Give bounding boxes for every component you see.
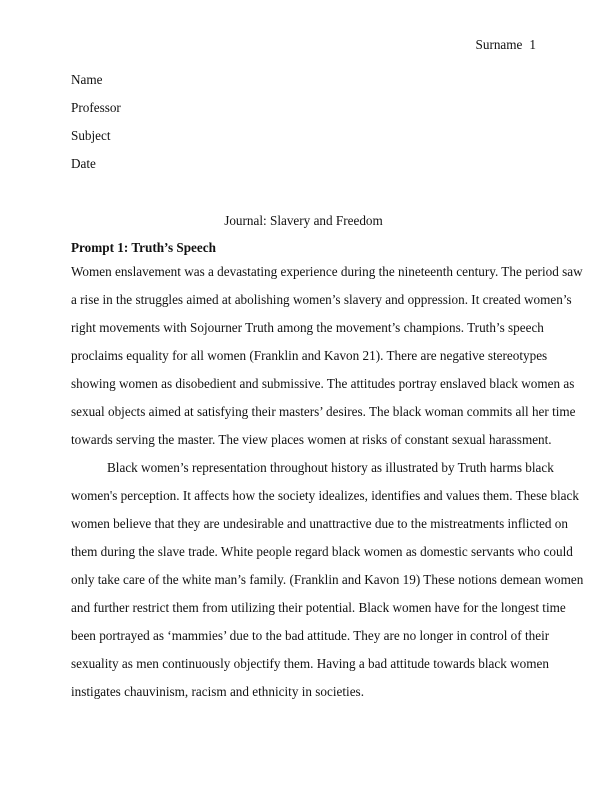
text-line: Black women’s representation throughout history as illustrated by Truth harms black (107, 460, 554, 475)
body-text (71, 264, 584, 712)
document-title: Journal: Slavery and Freedom (224, 213, 383, 228)
prompt-heading: Prompt 1: Truth’s Speech (71, 240, 216, 255)
text-line: only take care of the white man’s family. (Franklin and Kavon 19) These notions demean women (71, 572, 584, 587)
header-page-number: 1 (529, 37, 536, 52)
text-line: showing women as disobedient and submissive. The attitudes portray enslaved black women as (71, 376, 575, 391)
text-line: sexual objects aimed at satisfying their masters’ desires. The black woman commits all her time (71, 404, 576, 419)
text-line: women believe that they are undesirable and unattractive due to the mistreatments inflicted on (71, 516, 568, 531)
heading-subject: Subject (71, 128, 111, 143)
text-line: a rise in the struggles aimed at abolishing women’s slavery and oppression. It created women’s (71, 292, 572, 307)
mla-heading (71, 72, 541, 184)
text-line: towards serving the master. The view places women at risks of constant sexual harassment. (71, 432, 552, 447)
text-line: proclaims equality for all women (Franklin and Kavon 21). There are negative stereotypes (71, 348, 548, 363)
text-line: right movements with Sojourner Truth among the movement’s champions. Truth’s speech (71, 320, 544, 335)
text-line: instigates chauvinism, racism and ethnicity in societies. (71, 684, 364, 699)
paragraph-2 (71, 460, 584, 712)
heading-professor: Professor (71, 100, 121, 115)
text-line: women's perception. It affects how the society idealizes, identifies and values them. These black (71, 488, 579, 503)
heading-date: Date (71, 156, 96, 171)
paragraph-1 (71, 264, 583, 460)
text-line: and further restrict them from utilizing their potential. Black women have for the longest time (71, 600, 566, 615)
text-line: them during the slave trade. White people regard black women as domestic servants who could (71, 544, 573, 559)
text-line: sexuality as men continuously objectify them. Having a bad attitude towards black women (71, 656, 549, 671)
heading-name: Name (71, 72, 103, 87)
header-surname: Surname (475, 37, 523, 52)
text-line: Women enslavement was a devastating experience during the nineteenth century. The period saw (71, 264, 583, 279)
text-line: been portrayed as ‘mammies’ due to the bad attitude. They are no longer in control of their (71, 628, 550, 643)
page-header (476, 37, 536, 53)
